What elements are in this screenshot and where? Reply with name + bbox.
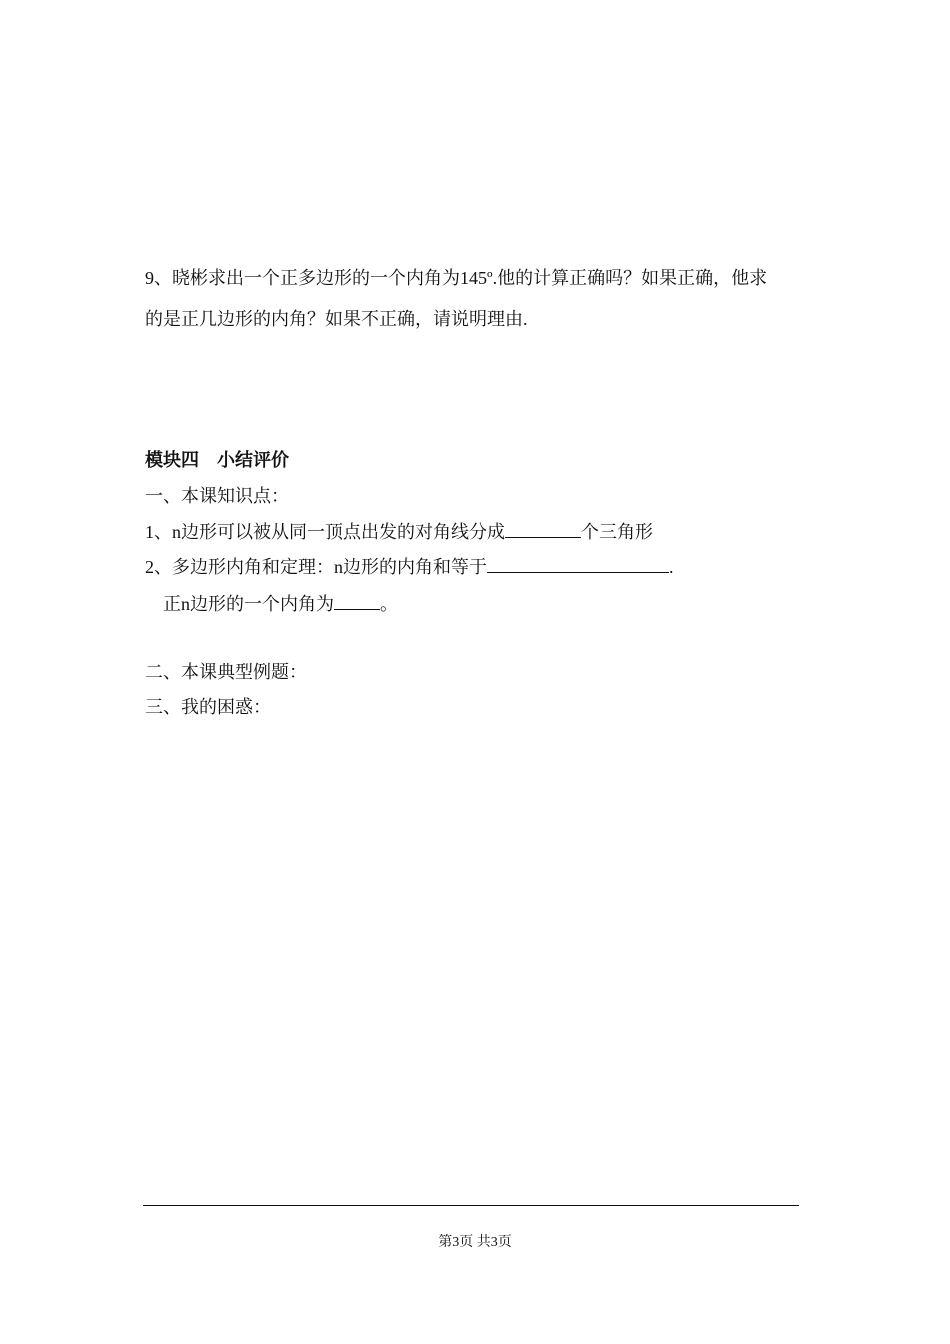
section-knowledge-points: 一、本课知识点： [145, 486, 289, 506]
question-9-line-2: 的是正几边形的内角？如果不正确，请说明理由. [145, 309, 528, 329]
page-number: 第3页 共3页 [438, 1235, 512, 1250]
knowledge-item-1-text: 1、n边形可以被从同一顶点出发的对角线分成 [145, 522, 505, 542]
module-title: 模块四 小结评价 [145, 450, 289, 470]
answer-blank-2[interactable] [487, 553, 669, 573]
knowledge-item-2-text: 2、多边形内角和定理：n边形的内角和等于 [145, 557, 487, 577]
knowledge-item-2 [145, 553, 674, 579]
answer-blank-3[interactable] [334, 590, 380, 610]
section-typical-examples: 二、本课典型例题： [145, 662, 307, 682]
knowledge-item-3-text: 正n边形的一个内角为 [163, 594, 334, 614]
knowledge-item-3-suffix: 。 [380, 594, 398, 614]
question-9-line-1: 9、晓彬求出一个正多边形的一个内角为145º.他的计算正确吗？如果正确，他求 [145, 268, 768, 288]
answer-blank-1[interactable] [505, 518, 581, 538]
knowledge-item-2-suffix: . [669, 557, 674, 577]
footer-divider [143, 1205, 799, 1206]
knowledge-item-1-suffix: 个三角形 [581, 522, 653, 542]
section-my-confusion: 三、我的困惑： [145, 697, 271, 717]
knowledge-item-1 [145, 518, 653, 544]
knowledge-item-3 [163, 590, 398, 616]
